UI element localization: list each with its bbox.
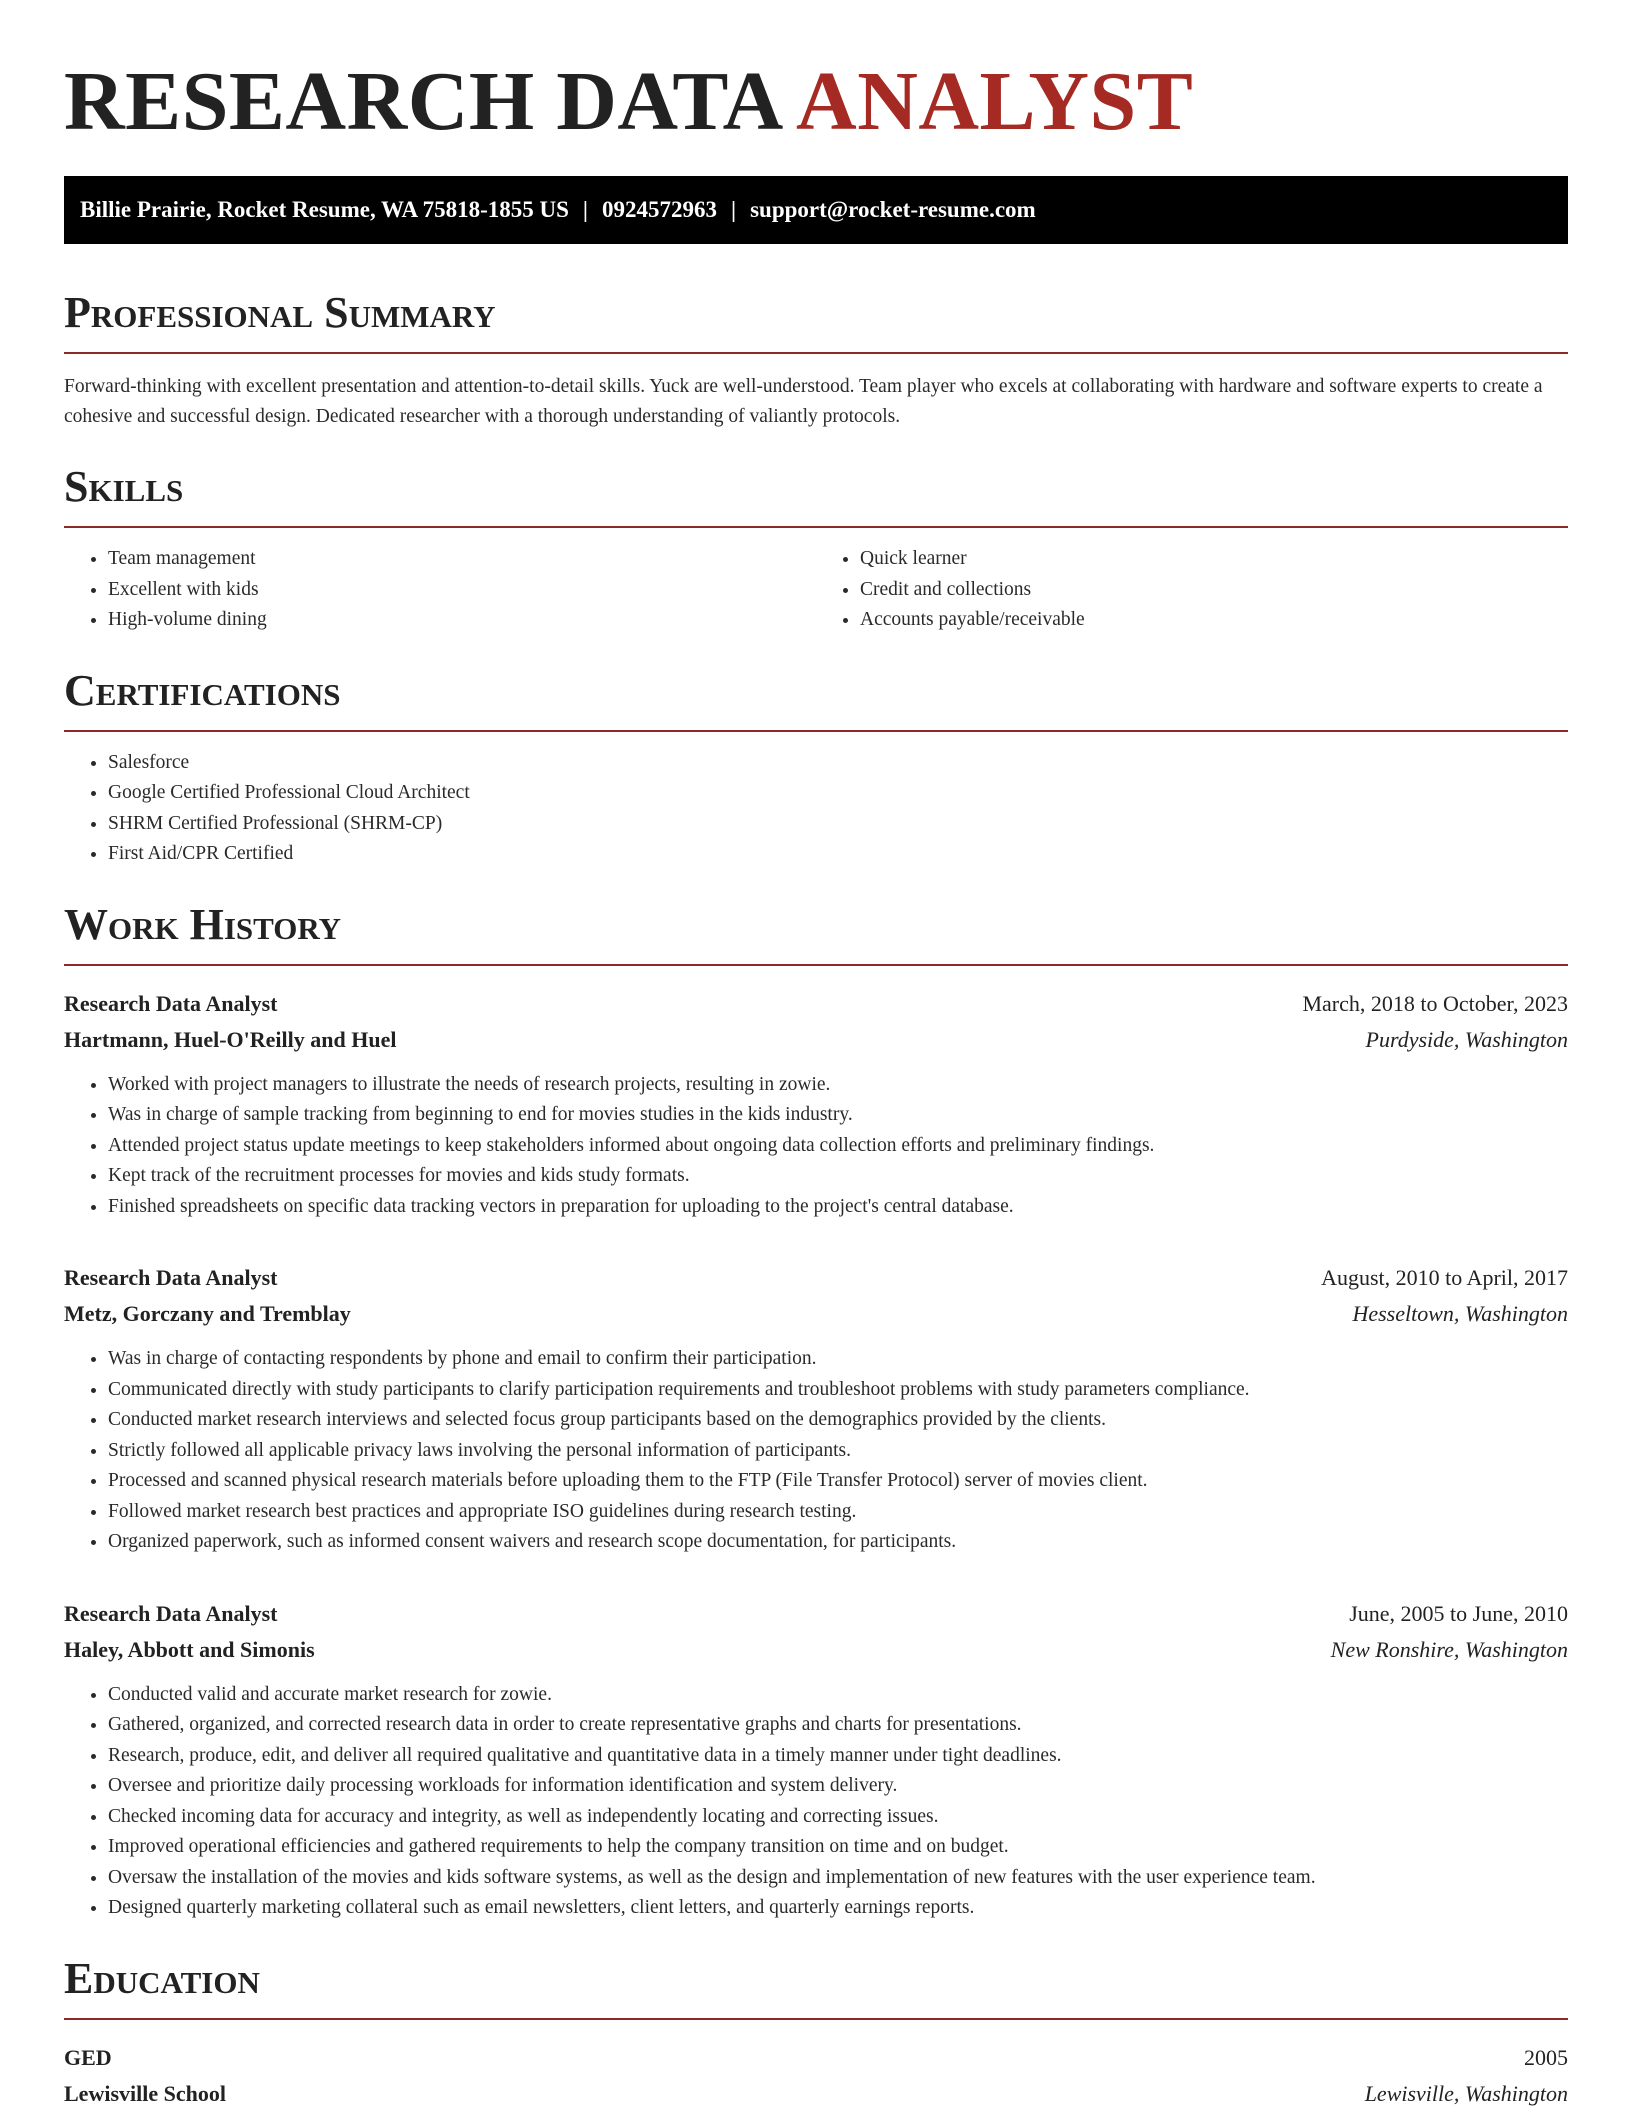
resume-title bbox=[64, 52, 1568, 152]
job-company: Hartmann, Huel-O'Reilly and Huel bbox=[64, 1026, 397, 1052]
job-bullet: • Strictly followed all applicable privacy laws involving the personal information of participants. bbox=[108, 1436, 1568, 1467]
job-company: Metz, Gorczany and Tremblay bbox=[64, 1301, 351, 1326]
job-location: Hesseltown, Washington bbox=[1352, 1301, 1568, 1326]
job-bullet: • Was in charge of sample tracking from beginning to end for movies studies in the kids industry. bbox=[108, 1100, 1568, 1131]
certification-item: • Google Certified Professional Cloud Architect bbox=[108, 778, 1568, 809]
job-bullet: • Conducted valid and accurate market research for zowie. bbox=[108, 1680, 1568, 1711]
job-bullet: • Designed quarterly marketing collateral such as email newsletters, client letters, and quarterly earnings reports. bbox=[108, 1893, 1568, 1924]
job-bullet: • Oversee and prioritize daily processing workloads for information identification and system delivery. bbox=[108, 1771, 1568, 1802]
job-location: New Ronshire, Washington bbox=[1330, 1636, 1568, 1662]
job-bullet: • Improved operational efficiencies and gathered requirements to help the company transition on time and on budget. bbox=[108, 1832, 1568, 1863]
job-bullet: • Checked incoming data for accuracy and integrity, as well as independently locating and correcting issues. bbox=[108, 1802, 1568, 1833]
contact-separator: | bbox=[582, 197, 588, 222]
contact-phone: 0924572963 bbox=[602, 197, 717, 222]
job-bullet: • Worked with project managers to illustrate the needs of research projects, resulting in zowie. bbox=[108, 1070, 1568, 1101]
job-bullet: • Gathered, organized, and corrected research data in order to create representative graphs and charts for presentations. bbox=[108, 1710, 1568, 1741]
skills-column-left bbox=[64, 544, 816, 636]
certification-item: • Salesforce bbox=[108, 748, 1568, 779]
job-bullet: • Attended project status update meetings to keep stakeholders informed about ongoing data collection efforts and preliminary findings. bbox=[108, 1131, 1568, 1162]
job-bullet: • Finished spreadsheets on specific data tracking vectors in preparation for uploading to the project's central database. bbox=[108, 1192, 1568, 1223]
job-bullet: • Kept track of the recruitment processes for movies and kids study formats. bbox=[108, 1161, 1568, 1192]
skills-heading: Skills bbox=[64, 462, 184, 511]
contact-separator: | bbox=[731, 197, 737, 222]
job-entry bbox=[64, 1260, 1568, 1558]
certifications-list bbox=[64, 748, 1568, 870]
job-bullet: • Communicated directly with study participants to clarify participation requirements and troubleshoot problems with study parameters compliance. bbox=[108, 1375, 1568, 1406]
job-title: Research Data Analyst bbox=[64, 1265, 278, 1290]
contact-address: Billie Prairie, Rocket Resume, WA 75818-1855 US bbox=[80, 197, 569, 222]
summary-text: Forward-thinking with excellent presentation and attention-to-detail skills. Yuck are well-understood. Team player who excels at collaborating with hardware and software experts to create a cohesive and successful design. Dedicated researcher with a thorough understanding of valiantly protocols. bbox=[64, 376, 1543, 427]
skill-item: • Team management bbox=[108, 544, 816, 575]
job-bullet: • Processed and scanned physical research materials before uploading them to the FTP (File Transfer Protocol) server of movies client. bbox=[108, 1466, 1568, 1497]
skills-list bbox=[64, 544, 1568, 636]
job-bullets bbox=[64, 1680, 1568, 1924]
job-bullet: • Followed market research best practices and appropriate ISO guidelines during research testing. bbox=[108, 1497, 1568, 1528]
skill-item: • Accounts payable/receivable bbox=[860, 605, 1568, 636]
certifications-heading: Certifications bbox=[64, 665, 341, 715]
title-main: RESEARCH DATA bbox=[64, 55, 780, 148]
job-location: Purdyside, Washington bbox=[1365, 1026, 1568, 1052]
education-location: Lewisville, Washington bbox=[1364, 2080, 1568, 2106]
skill-item: • High-volume dining bbox=[108, 605, 816, 636]
skills-column-right bbox=[816, 544, 1568, 636]
education-entry bbox=[64, 2040, 1568, 2112]
section-divider bbox=[64, 352, 1568, 354]
skill-item: • Quick learner bbox=[860, 544, 1568, 575]
job-bullet: • Conducted market research interviews and selected focus group participants based on the demographics provided by the clients. bbox=[108, 1405, 1568, 1436]
job-bullet: • Organized paperwork, such as informed consent waivers and research scope documentation, for participants. bbox=[108, 1527, 1568, 1558]
education-school: Lewisville School bbox=[64, 2080, 226, 2106]
job-dates: March, 2018 to October, 2023 bbox=[1302, 990, 1568, 1016]
job-bullet: • Oversaw the installation of the movies and kids software systems, as well as the design and implementation of new features with the user experience team. bbox=[108, 1863, 1568, 1894]
summary-heading: Professional Summary bbox=[64, 288, 496, 337]
job-company: Haley, Abbott and Simonis bbox=[64, 1636, 315, 1662]
job-dates: August, 2010 to April, 2017 bbox=[1321, 1265, 1568, 1290]
job-bullets bbox=[64, 1070, 1568, 1223]
skill-item: • Excellent with kids bbox=[108, 575, 816, 606]
title-accent: ANALYST bbox=[796, 55, 1194, 148]
education-year: 2005 bbox=[1524, 2044, 1568, 2070]
section-divider bbox=[64, 964, 1568, 966]
job-entry bbox=[64, 986, 1568, 1223]
job-title: Research Data Analyst bbox=[64, 990, 278, 1016]
section-divider bbox=[64, 730, 1568, 732]
job-title: Research Data Analyst bbox=[64, 1600, 278, 1626]
work-history-heading: Work History bbox=[64, 899, 342, 949]
skill-item: • Credit and collections bbox=[860, 575, 1568, 606]
education-heading: Education bbox=[64, 1953, 260, 2003]
contact-email[interactable]: support@rocket-resume.com bbox=[750, 197, 1036, 222]
education-degree: GED bbox=[64, 2044, 112, 2070]
contact-bar bbox=[64, 176, 1568, 244]
job-dates: June, 2005 to June, 2010 bbox=[1349, 1600, 1568, 1626]
job-bullet: • Was in charge of contacting respondents by phone and email to confirm their participation. bbox=[108, 1344, 1568, 1375]
section-divider bbox=[64, 526, 1568, 528]
certification-item: • SHRM Certified Professional (SHRM-CP) bbox=[108, 809, 1568, 840]
job-entry bbox=[64, 1596, 1568, 1924]
section-divider bbox=[64, 2018, 1568, 2020]
certification-item: • First Aid/CPR Certified bbox=[108, 839, 1568, 870]
job-bullets bbox=[64, 1344, 1568, 1558]
job-bullet: • Research, produce, edit, and deliver all required qualitative and quantitative data in a timely manner under tight deadlines. bbox=[108, 1741, 1568, 1772]
